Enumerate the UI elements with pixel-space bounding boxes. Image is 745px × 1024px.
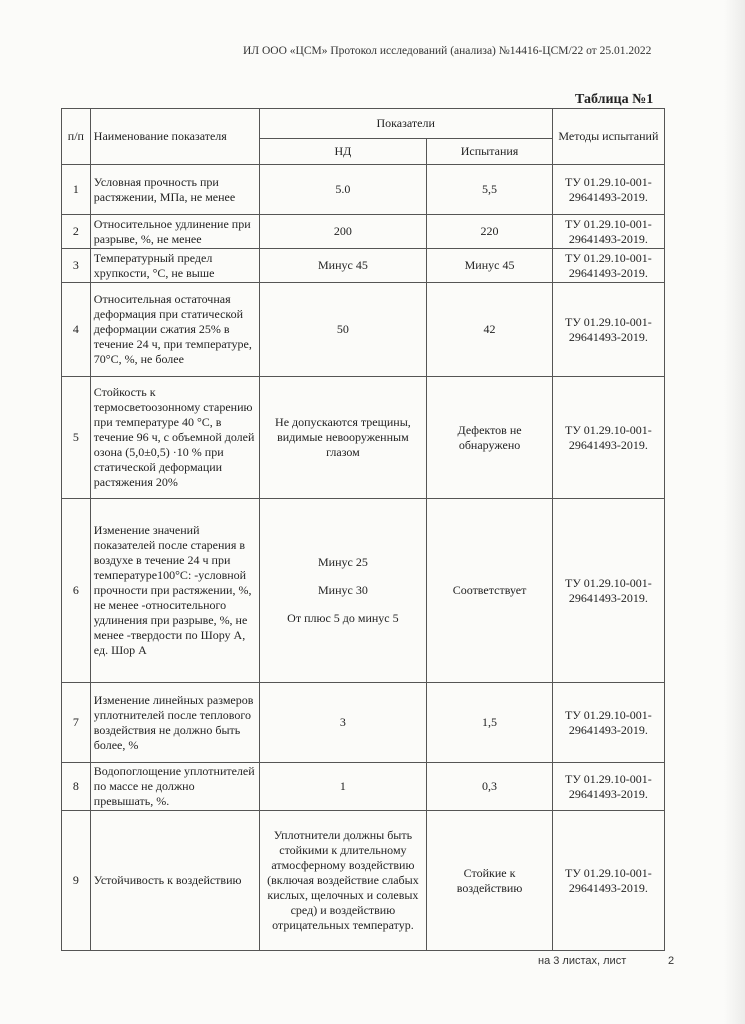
row-number: 5 — [62, 377, 91, 499]
page-edge-shadow — [724, 0, 745, 1024]
test-method: ТУ 01.29.10-001-29641493-2019. — [552, 283, 664, 377]
nd-value-line: 1 — [339, 779, 346, 793]
table-row — [62, 249, 665, 283]
results-table — [61, 108, 665, 951]
nd-value — [259, 283, 427, 377]
indicator-name: Относительная остаточная деформация при статической деформации сжатия 25% в течение 24 ч, при температуре, 70°С, %, не более — [90, 283, 259, 377]
nd-value-line: Не допускаются трещины, видимые невооруженным глазом — [275, 415, 411, 459]
test-result: 220 — [427, 215, 553, 249]
test-method: ТУ 01.29.10-001-29641493-2019. — [552, 683, 664, 763]
table-row — [62, 377, 665, 499]
footer-page-number: 2 — [668, 955, 675, 967]
test-method: ТУ 01.29.10-001-29641493-2019. — [552, 763, 664, 811]
header-nd: НД — [259, 139, 427, 165]
protocol-header: ИЛ ООО «ЦСМ» Протокол исследований (анализа) №14416-ЦСМ/22 от 25.01.2022 — [243, 45, 652, 57]
table-row — [62, 499, 665, 683]
test-result: Дефектов не обнаружено — [427, 377, 553, 499]
test-result: Стойкие к воздействию — [427, 811, 553, 951]
nd-value-line: 200 — [333, 224, 352, 238]
test-result: 0,3 — [427, 763, 553, 811]
row-number: 9 — [62, 811, 91, 951]
test-method: ТУ 01.29.10-001-29641493-2019. — [552, 811, 664, 951]
row-number: 2 — [62, 215, 91, 249]
nd-value-line: Минус 45 — [317, 258, 368, 272]
indicator-name: Изменение линейных размеров уплотнителей после теплового воздействия не должно быть более, % — [90, 683, 259, 763]
test-result: 5,5 — [427, 165, 553, 215]
nd-value-line: 50 — [336, 322, 349, 336]
nd-value-line: От плюс 5 до минус 5 — [287, 611, 399, 625]
footer-sheets: на 3 листах, лист — [538, 955, 627, 967]
nd-value — [259, 215, 427, 249]
table-row — [62, 215, 665, 249]
test-method: ТУ 01.29.10-001-29641493-2019. — [552, 165, 664, 215]
indicator-name: Стойкость к термосветоозонному старению при температуре 40 °С, в течение 96 ч, с объемной долей озона (5,0±0,5) ·10 % при статической деформации растяжения 20% — [90, 377, 259, 499]
indicator-name: Изменение значений показателей после старения в воздухе в течение 24 ч при температуре100°С: -условной прочности при растяжении, %, не менее -относительного удлинения при разрыве, %, не менее -твердости по Шору А, ед. Шор А — [90, 499, 259, 683]
nd-value — [259, 683, 427, 763]
table-row — [62, 683, 665, 763]
header-num: п/п — [62, 109, 91, 165]
nd-value — [259, 165, 427, 215]
row-number: 1 — [62, 165, 91, 215]
table-row — [62, 763, 665, 811]
indicator-name: Относительное удлинение при разрыве, %, не менее — [90, 215, 259, 249]
row-number: 8 — [62, 763, 91, 811]
nd-value — [259, 763, 427, 811]
header-name: Наименование показателя — [90, 109, 259, 165]
table-row — [62, 283, 665, 377]
header-indicators: Показатели — [259, 109, 552, 139]
test-result: 1,5 — [427, 683, 553, 763]
indicator-name: Водопоглощение уплотнителей по массе не должно превышать, %. — [90, 763, 259, 811]
row-number: 6 — [62, 499, 91, 683]
nd-value-line: 3 — [339, 715, 346, 729]
test-method: ТУ 01.29.10-001-29641493-2019. — [552, 499, 664, 683]
test-result: 42 — [427, 283, 553, 377]
table-title: Таблица №1 — [575, 92, 654, 107]
nd-value — [259, 377, 427, 499]
test-method: ТУ 01.29.10-001-29641493-2019. — [552, 215, 664, 249]
nd-value — [259, 499, 427, 683]
nd-value — [259, 249, 427, 283]
test-result: Минус 45 — [427, 249, 553, 283]
indicator-name: Устойчивость к воздействию — [90, 811, 259, 951]
test-method: ТУ 01.29.10-001-29641493-2019. — [552, 249, 664, 283]
table-row — [62, 811, 665, 951]
row-number: 3 — [62, 249, 91, 283]
indicator-name: Температурный предел хрупкости, °С, не выше — [90, 249, 259, 283]
table-row — [62, 165, 665, 215]
indicator-name: Условная прочность при растяжении, МПа, не менее — [90, 165, 259, 215]
nd-value-line: Минус 25 — [317, 555, 368, 569]
test-result: Соответствует — [427, 499, 553, 683]
nd-value-line: Минус 30 — [317, 583, 368, 597]
header-methods: Методы испытаний — [552, 109, 664, 165]
test-method: ТУ 01.29.10-001-29641493-2019. — [552, 377, 664, 499]
row-number: 7 — [62, 683, 91, 763]
table-body — [62, 165, 665, 951]
row-number: 4 — [62, 283, 91, 377]
nd-value-line: Уплотнители должны быть стойкими к длительному атмосферному воздействию (включая воздействие слабых кислых, щелочных и солевых сред) и воздействию отрицательных температур. — [267, 828, 419, 932]
nd-value-line: 5.0 — [335, 182, 351, 196]
nd-value — [259, 811, 427, 951]
header-test: Испытания — [427, 139, 553, 165]
